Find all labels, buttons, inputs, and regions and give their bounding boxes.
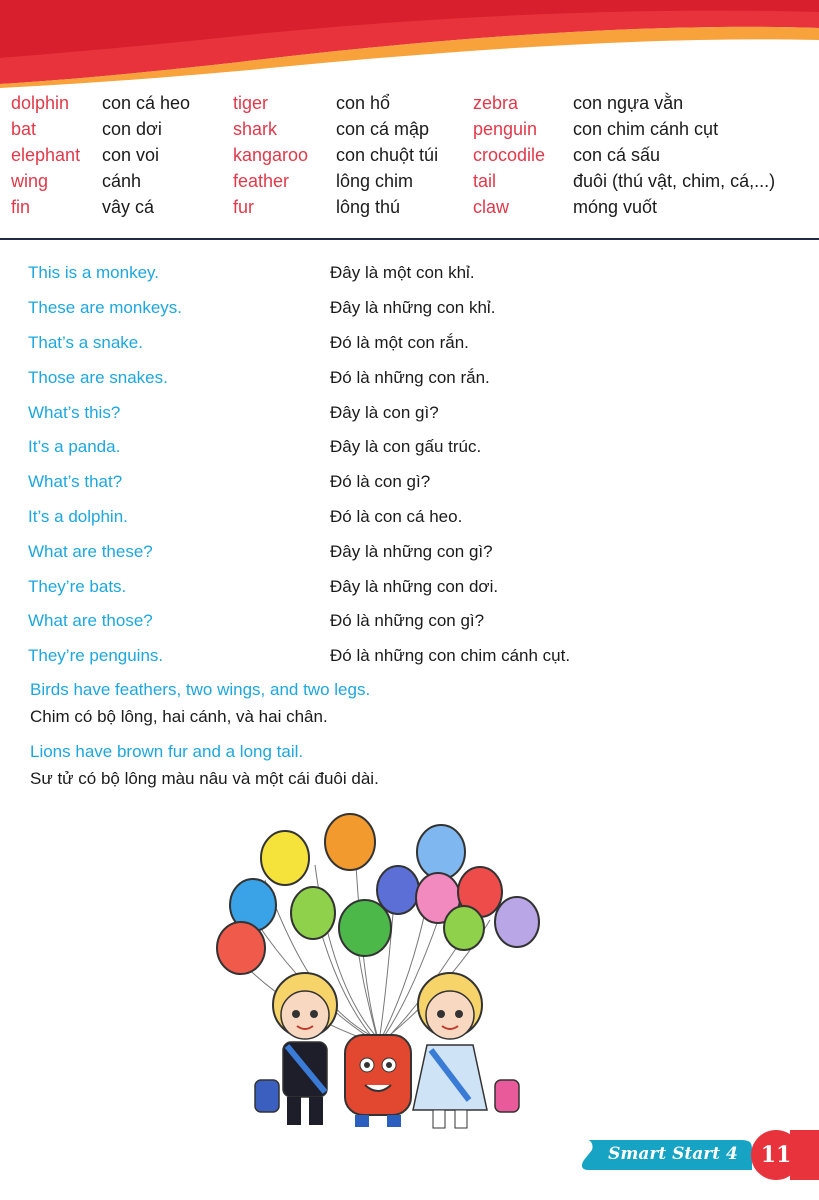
sentence-pair — [0, 293, 819, 323]
english-sentence: It’s a dolphin. — [28, 507, 128, 526]
english-sentence: That’s a snake. — [28, 333, 143, 352]
vocab-vietnamese-meaning: móng vuốt — [573, 197, 658, 217]
vietnamese-translation: Đó là con cá heo. — [330, 507, 463, 526]
vocab-english-word: feather — [233, 171, 290, 191]
vocab-vietnamese-meaning: con voi — [102, 145, 160, 165]
sentence-pair — [0, 258, 819, 288]
vocab-english-word: zebra — [473, 93, 519, 113]
vocab-vietnamese-meaning: con cá sấu — [573, 145, 661, 165]
vietnamese-translation: Đây là những con dơi. — [330, 577, 499, 596]
english-sentence: It’s a panda. — [28, 437, 121, 456]
sentence-pair — [0, 537, 819, 567]
vietnamese-translation: Đây là những con gì? — [330, 542, 493, 561]
header-wave-banner — [0, 0, 819, 90]
english-sentence: They’re penguins. — [28, 646, 164, 665]
vocab-vietnamese-meaning: đuôi (thú vật, chim, cá,...) — [573, 171, 776, 191]
vocab-english-word: kangaroo — [233, 145, 309, 165]
vocabulary-row — [0, 168, 819, 194]
vocab-vietnamese-meaning: lông thú — [336, 197, 401, 217]
english-sentence: What are these? — [28, 542, 153, 561]
vocabulary-row — [0, 116, 819, 142]
vietnamese-translation: Đây là một con khỉ. — [330, 263, 475, 282]
vocabulary-row — [0, 90, 819, 116]
english-sentence-long: Lions have brown fur and a long tail. — [30, 742, 304, 761]
english-sentence: These are monkeys. — [28, 298, 183, 317]
vocab-vietnamese-meaning: con ngựa vằn — [573, 93, 684, 113]
vocab-english-word: crocodile — [473, 145, 546, 165]
sentence-pair — [0, 363, 819, 393]
vocab-english-word: tiger — [233, 93, 269, 113]
vocab-vietnamese-meaning: vây cá — [102, 197, 155, 217]
vietnamese-translation: Đó là con gì? — [330, 472, 431, 491]
vocab-vietnamese-meaning: lông chim — [336, 171, 414, 191]
vocabulary-row — [0, 194, 819, 220]
vocab-vietnamese-meaning: con cá heo — [102, 93, 191, 113]
english-sentence-long: Birds have feathers, two wings, and two legs. — [30, 680, 371, 699]
vocab-vietnamese-meaning: cánh — [102, 171, 142, 191]
vocab-english-word: tail — [473, 171, 497, 191]
vocabulary-table — [0, 88, 819, 240]
vocab-english-word: bat — [11, 119, 37, 139]
vietnamese-translation: Đó là một con rắn. — [330, 333, 469, 352]
vocab-vietnamese-meaning: con cá mập — [336, 119, 430, 139]
sentence-pair — [0, 606, 819, 636]
sentence-pair — [0, 641, 819, 671]
english-sentence: What’s that? — [28, 472, 123, 491]
vietnamese-translation: Đó là những con gì? — [330, 611, 485, 630]
english-sentence: This is a monkey. — [28, 263, 160, 282]
sentence-pair — [0, 398, 819, 428]
vietnamese-translation: Đây là con gì? — [330, 403, 439, 422]
english-sentence: They’re bats. — [28, 577, 127, 596]
vocab-english-word: penguin — [473, 119, 538, 139]
english-sentence: What are those? — [28, 611, 153, 630]
vocab-vietnamese-meaning: con chuột túi — [336, 145, 439, 165]
vocab-english-word: fur — [233, 197, 255, 217]
vietnamese-translation: Đó là những con rắn. — [330, 368, 490, 387]
vocab-english-word: wing — [11, 171, 49, 191]
vocab-english-word: shark — [233, 119, 278, 139]
kids-with-balloons-icon — [205, 810, 545, 1140]
vocab-vietnamese-meaning: con dơi — [102, 119, 162, 139]
page-number: 11 — [760, 1142, 792, 1168]
vocab-vietnamese-meaning: con chim cánh cụt — [573, 119, 719, 139]
sentence-pair — [0, 467, 819, 497]
vocab-vietnamese-meaning: con hổ — [336, 93, 391, 113]
vocab-english-word: elephant — [11, 145, 81, 165]
sentence-pair — [0, 432, 819, 462]
sentence-pair — [0, 572, 819, 602]
sentence-pair — [0, 502, 819, 532]
sentence-pair — [0, 328, 819, 358]
vocab-english-word: fin — [11, 197, 31, 217]
vietnamese-translation-long: Sư tử có bộ lông màu nâu và một cái đuôi dài. — [30, 769, 379, 788]
vocab-english-word: claw — [473, 197, 510, 217]
vietnamese-translation-long: Chim có bộ lông, hai cánh, và hai chân. — [30, 707, 328, 726]
english-sentence: What’s this? — [28, 403, 121, 422]
vietnamese-translation: Đây là con gấu trúc. — [330, 437, 482, 456]
vietnamese-translation: Đây là những con khỉ. — [330, 298, 496, 317]
book-title: Smart Start 4 — [608, 1144, 738, 1164]
vocabulary-row — [0, 142, 819, 168]
english-sentence: Those are snakes. — [28, 368, 168, 387]
vietnamese-translation: Đó là những con chim cánh cụt. — [330, 646, 571, 665]
vocab-english-word: dolphin — [11, 93, 70, 113]
